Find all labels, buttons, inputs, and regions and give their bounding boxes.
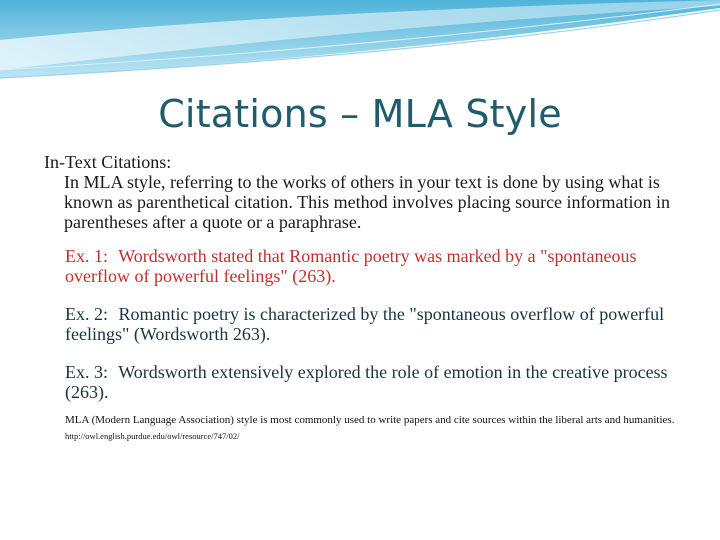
source-url: http://owl.english.purdue.edu/owl/resource/747/02/ bbox=[65, 431, 240, 441]
example-3 bbox=[65, 362, 684, 402]
example-3-text: Wordsworth extensively explored the role of emotion in the creative process (263). bbox=[65, 362, 668, 402]
example-2-text: Romantic poetry is characterized by the "spontaneous overflow of powerful feelings" (Wordsworth 263). bbox=[65, 304, 665, 344]
mla-note: MLA (Modern Language Association) style is most commonly used to write papers and cite sources within the liberal arts and humanities. bbox=[65, 414, 675, 426]
example-1 bbox=[65, 246, 684, 286]
section-heading: In-Text Citations: bbox=[44, 152, 172, 172]
header-wave-decoration bbox=[0, 0, 720, 90]
example-2 bbox=[65, 304, 684, 344]
example-3-label: Ex. 3: bbox=[65, 362, 108, 382]
example-1-text: Wordsworth stated that Romantic poetry was marked by a "spontaneous overflow of powerful feelings" (263). bbox=[65, 246, 637, 286]
slide-title: Citations – MLA Style bbox=[158, 92, 562, 136]
example-2-label: Ex. 2: bbox=[65, 304, 108, 324]
intro-paragraph: In MLA style, referring to the works of others in your text is done by using what is known as parenthetical citation. This method involves placing source information in parentheses after a quote or a paraphrase. bbox=[64, 172, 671, 232]
example-1-label: Ex. 1: bbox=[65, 246, 108, 266]
slide-body bbox=[44, 152, 684, 441]
